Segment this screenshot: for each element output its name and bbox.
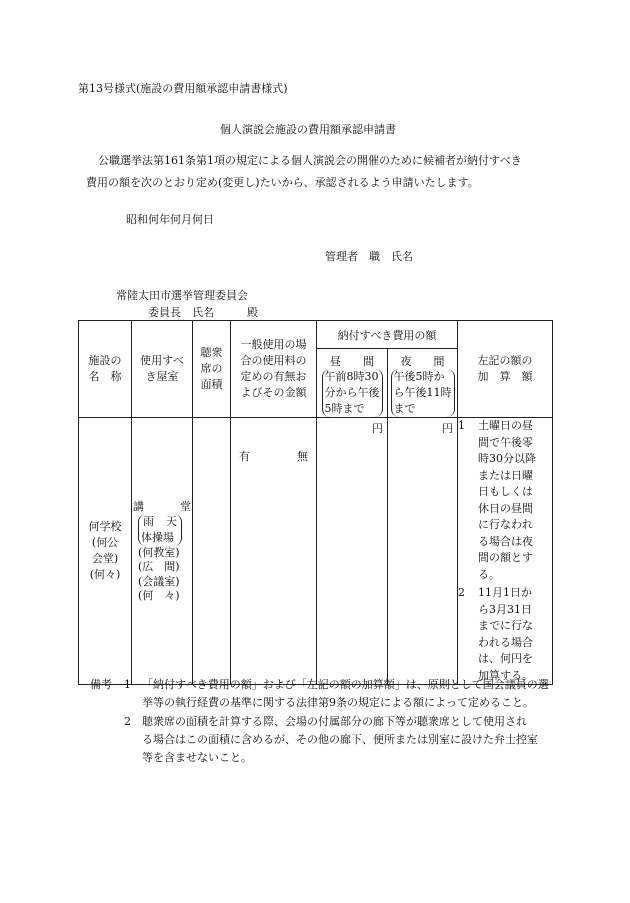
header-facility-name-line-2: 名 称	[88, 370, 122, 383]
remark-2-number: 2	[124, 715, 131, 728]
cell-daytime-fee	[317, 418, 388, 685]
cell-night-fee	[388, 418, 458, 685]
form-number: 第13号様式(施設の費用額承認申請書様式)	[78, 82, 288, 95]
header-seat-area-line-2: 席の	[200, 362, 223, 375]
addressee-organization: 常陸太田市選挙管理委員会	[116, 289, 248, 302]
remark-1-line: 挙等の執行経費の基準に関する法律第9条の規定による額によって定めること。	[142, 696, 534, 709]
rooms-weather-left: 雨	[143, 514, 154, 528]
note-2-number: 2	[458, 586, 465, 599]
header-general-use-line-4: よびその金額	[240, 386, 307, 399]
rooms-weather-bottom: 体操場	[141, 530, 174, 544]
body-line-2: 費用の額を次のとおり定め(変更し)たいから、承認されるよう申請いたします。	[86, 176, 479, 189]
daytime-hours-line-2: 分から午後	[324, 386, 380, 399]
note-1-line: 間の額とす	[478, 551, 533, 564]
header-general-use	[231, 321, 317, 418]
header-room-line-1: 使用すべ	[140, 354, 184, 367]
header-addition-line-2: 加 算 額	[477, 370, 533, 383]
manager-signature: 管理者 職 氏名	[325, 250, 413, 263]
daytime-hours	[322, 369, 383, 417]
yen-night: 円	[442, 422, 453, 435]
note-2-line: われる場合	[478, 635, 533, 649]
facility-line-3: 会堂)	[91, 552, 119, 565]
header-general-use-line-1: 一般使用の場	[240, 338, 307, 351]
remark-2-line: 等を含ませないこと。	[142, 751, 252, 764]
cell-addition-notes	[458, 418, 553, 685]
cell-rooms	[132, 418, 193, 685]
remarks-label: 備考	[90, 678, 112, 691]
note-2-line: 11月1日か	[478, 586, 532, 599]
facility-line-2: (何公	[91, 536, 119, 549]
facility-line-4: (何々)	[89, 568, 121, 581]
note-2-line: までに行な	[478, 619, 533, 632]
header-facility-name-line-1: 施設の	[88, 354, 122, 367]
existence-yes: 有	[239, 450, 250, 463]
note-1-line: に行なわれ	[478, 518, 533, 531]
rooms-other-1: (何教室)	[138, 545, 180, 559]
note-2	[458, 585, 552, 684]
header-general-use-line-2: 合の使用料の	[240, 354, 307, 367]
existence-no: 無	[297, 450, 308, 463]
note-2-line: 加算する。	[478, 668, 533, 682]
rooms-hall	[132, 499, 192, 514]
body-text	[86, 150, 522, 194]
yen-day: 円	[372, 422, 383, 435]
note-2-line: ら3月31日	[478, 602, 532, 616]
rooms-other-4: (何 々)	[138, 589, 180, 602]
header-seat-area-line-3: 面積	[200, 378, 223, 391]
cell-seat-area	[193, 418, 231, 685]
rooms-weather-right: 天	[166, 514, 177, 528]
rooms-other-3: (会議室)	[138, 574, 180, 588]
remark-2-line: 聴衆席の面積を計算する際、会場の付属部分の廊下等が聴衆席として使用され	[142, 715, 527, 728]
remark-1-line: 「納付すべき費用の額」および「左記の額の加算額」は、原則として国会議員の選	[142, 678, 549, 691]
fee-approval-table	[78, 320, 553, 685]
night-hours	[391, 369, 455, 417]
remark-2-line: る場合はこの面積に含めるが、その他の廊下、便所または別室に設けた弁士控室	[142, 733, 538, 746]
night-hours-line-1: 午後5時か	[393, 370, 445, 383]
header-addition	[458, 321, 553, 418]
note-2-line: は、何円を	[478, 652, 533, 665]
document-title: 個人演説会施設の費用額承認申請書	[220, 123, 396, 136]
note-1-line: る。	[478, 567, 500, 581]
daytime-hours-line-3: 5時まで	[324, 402, 365, 415]
rooms-hall-left: 講	[133, 499, 144, 513]
header-room	[132, 321, 193, 418]
header-general-use-line-3: 定めの有無お	[240, 370, 307, 383]
cell-general-use	[231, 418, 317, 685]
daytime-hours-line-1: 午前8時30	[324, 370, 379, 383]
rooms-weather	[138, 514, 182, 546]
rooms-hall-right: 堂	[180, 499, 191, 513]
remark-1-text	[142, 676, 549, 712]
night-hours-line-2: ら午後11時	[393, 386, 452, 399]
header-daytime	[317, 349, 388, 418]
note-1-line: 土曜日の昼	[478, 419, 533, 432]
header-addition-line-1: 左記の額の	[477, 354, 533, 367]
body-line-1: 公職選挙法第161条第1項の規定による個人演説会の開催のために候補者が納付すべき	[98, 154, 522, 167]
application-date: 昭和何年何月何日	[126, 213, 214, 226]
header-room-line-2: き屋室	[145, 370, 179, 383]
note-1-line: 時30分以降	[478, 452, 536, 465]
remark-2-text	[142, 713, 538, 767]
header-seat-area-line-1: 聴衆	[200, 346, 223, 359]
note-1-line: 休日の昼間	[478, 501, 533, 515]
night-label: 夜 間	[400, 355, 445, 368]
header-facility-name	[79, 321, 132, 418]
note-1-line: 間で午後零	[478, 435, 533, 449]
note-1-line: または日曜	[478, 468, 533, 482]
header-night	[388, 349, 458, 418]
header-seat-area	[193, 321, 231, 418]
addressee-person: 委員長 氏名 殿	[148, 306, 258, 319]
daytime-label: 昼 間	[330, 355, 374, 368]
rooms-other-2: (広 間)	[138, 560, 180, 573]
remark-1-number: 1	[124, 678, 131, 691]
facility-line-1: 何学校	[88, 520, 122, 533]
note-1-line: る場合は夜	[478, 534, 533, 548]
note-1-number: 1	[458, 419, 465, 432]
remarks	[90, 676, 550, 767]
note-1	[458, 418, 552, 583]
header-fee-group: 納付すべき費用の額	[317, 321, 458, 349]
night-hours-line-3: まで	[393, 402, 416, 415]
cell-facility-name	[79, 418, 132, 685]
note-1-line: 日もしくは	[478, 485, 533, 498]
